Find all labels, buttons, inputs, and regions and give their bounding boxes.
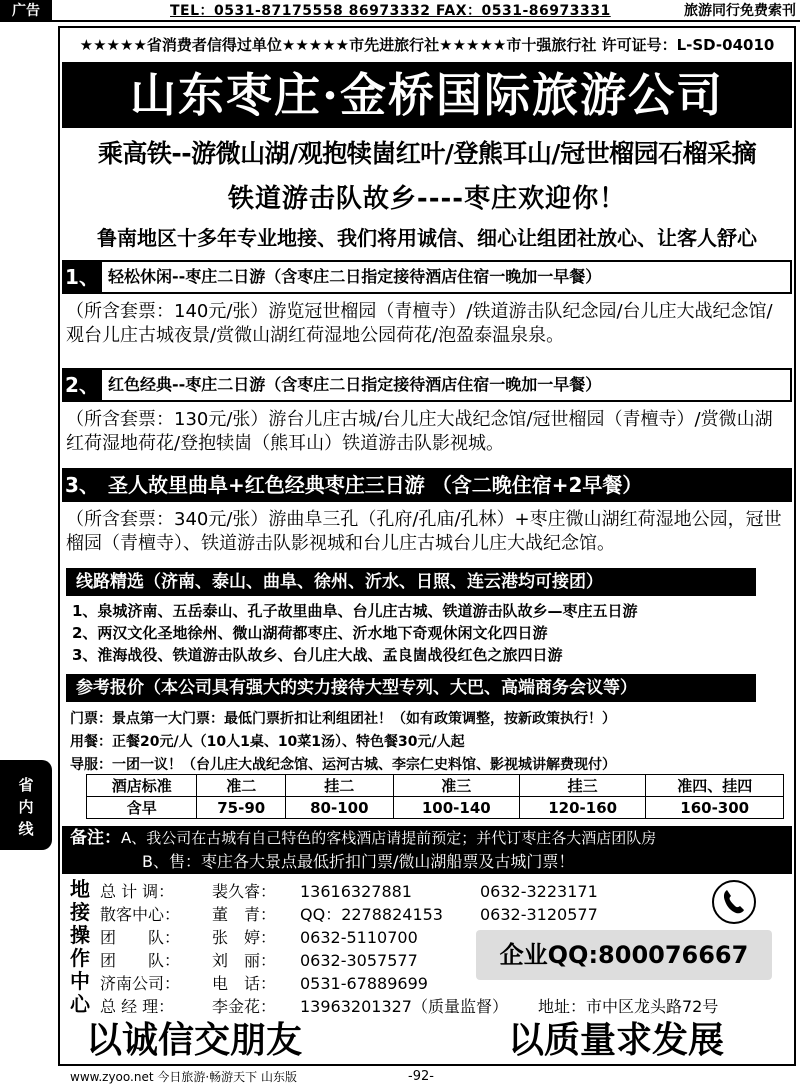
page-number: -92- <box>408 1069 434 1084</box>
route-2-desc: （所含套票：130元/张）游台儿庄古城/台儿庄大战纪念馆/冠世榴园（青檀寺）/赏微山湖红荷湿地荷花/登抱犊崮（熊耳山）铁道游击队影视城。 <box>66 409 773 454</box>
table-header: 准四、挂四 <box>646 775 784 797</box>
contact-phone: 0632-5110700 <box>300 928 418 947</box>
remark-a-text: A、我公司在古城有自己特色的客栈酒店请提前预定；并代订枣庄各大酒店团队房 <box>121 829 657 847</box>
contact-name: 裴久睿： <box>212 882 277 901</box>
vertical-char: 中 <box>70 969 90 993</box>
selected-routes-title: 线路精选（济南、泰山、曲阜、徐州、沂水、日照、连云港均可接团） <box>66 568 756 596</box>
contact-role: 团 队： <box>100 951 181 970</box>
cert-line: ★★★★★省消费者信得过单位★★★★★市先进旅行社★★★★★市十强旅行社 许可证号：L-SD-04010 <box>79 36 775 54</box>
route-3-header <box>62 468 792 502</box>
list-item: 1、泉城济南、五岳泰山、孔子故里曲阜、台儿庄古城、铁道游击队故乡—枣庄五日游 <box>72 602 638 620</box>
company-qq-badge: 企业QQ:800076667 <box>476 930 772 980</box>
side-tab-char: 省 <box>18 776 34 794</box>
table-header-row <box>87 775 784 797</box>
hotel-price-table <box>86 774 784 819</box>
contact-role: 散客中心： <box>100 905 181 924</box>
side-tab-char: 线 <box>18 820 34 838</box>
contact-phone: 13963201327（质量监督） <box>300 997 508 1016</box>
contact-name: 刘 丽： <box>212 951 277 970</box>
table-cell: 160-300 <box>646 797 784 819</box>
contact-role: 总 经 理： <box>100 997 175 1016</box>
motto-quality: 以质量求发展 <box>508 1019 725 1061</box>
table-cell: 100-140 <box>393 797 519 819</box>
route-title: 圣人故里曲阜+红色经典枣庄三日游 （含二晚住宿+2早餐） <box>102 468 792 502</box>
table-header: 酒店标准 <box>87 775 197 797</box>
route-number: 2、 <box>62 368 102 402</box>
contact-phone: 0632-3057577 <box>300 951 418 970</box>
table-header: 挂三 <box>519 775 645 797</box>
slogan-service: 鲁南地区十多年专业地接、我们将用诚信、细心让组团社放心、让客人舒心 <box>97 226 757 250</box>
route-number: 3、 <box>62 468 102 502</box>
vertical-char: 接 <box>70 900 90 924</box>
route-1-header <box>62 260 792 294</box>
footer-site: www.zyoo.net 今日旅游·畅游天下 山东版 <box>70 1070 297 1084</box>
contact-role: 团 队： <box>100 928 181 947</box>
vertical-char: 操 <box>70 923 90 947</box>
list-item: 3、淮海战役、铁道游击队故乡、台儿庄大战、孟良崮战役红色之旅四日游 <box>72 646 563 664</box>
company-title: 山东枣庄·金桥国际旅游公司 <box>62 62 792 128</box>
contact-qq: QQ：2278824153 <box>300 905 443 924</box>
contact-row <box>100 995 780 1018</box>
table-cell: 80-100 <box>286 797 394 819</box>
route-number: 1、 <box>62 260 102 294</box>
slogan-attractions: 乘高铁--游微山湖/观抱犊崮红叶/登熊耳山/冠世榴园石榴采摘 <box>97 139 757 168</box>
route-title: 红色经典--枣庄二日游（含枣庄二日指定接待酒店住宿一晚加一早餐） <box>102 368 792 402</box>
table-cell: 含早 <box>87 797 197 819</box>
pricing-notes <box>70 708 780 777</box>
note-meals: 用餐：正餐20元/人（10人1桌、10菜1汤）、特色餐30元/人起 <box>70 734 465 750</box>
selected-routes-list <box>72 600 782 666</box>
side-tab-char: 内 <box>18 798 34 816</box>
phone-icon <box>712 880 756 924</box>
contact-row <box>100 903 780 926</box>
contact-address: 地址：市中区龙头路72号 <box>538 997 719 1016</box>
remark-a <box>62 826 792 850</box>
vertical-char: 心 <box>70 992 90 1016</box>
contacts-vertical-label <box>66 878 94 1016</box>
contact-phone-2: 0632-3120577 <box>480 905 598 924</box>
contact-name: 李金花： <box>212 997 277 1016</box>
contact-row <box>100 880 780 903</box>
vertical-char: 作 <box>70 946 90 970</box>
pricing-title: 参考报价（本公司具有强大的实力接待大型专列、大巴、高端商务会议等） <box>66 674 756 702</box>
remark-label: 备注： <box>70 828 121 848</box>
motto-integrity: 以诚信交朋友 <box>86 1019 303 1061</box>
slogan-welcome: 铁道游击队故乡----枣庄欢迎你！ <box>227 184 627 214</box>
route-2-header <box>62 368 792 402</box>
note-guides: 导服：一团一议！（台儿庄大战纪念馆、运河古城、李宗仁史料馆、影视城讲解费现付） <box>70 757 616 773</box>
contact-name: 董 青： <box>212 905 277 924</box>
route-1-desc: （所含套票：140元/张）游览冠世榴园（青檀寺）/铁道游击队纪念园/台儿庄大战纪念馆/观台儿庄古城夜景/赏微山湖红荷湿地公园荷花/泡盈泰温泉泉。 <box>66 301 773 346</box>
contact-role: 总 计 调： <box>100 882 175 901</box>
note-tickets: 门票：景点第一大门票：最低门票折扣让利组团社！（如有政策调整，按新政策执行！） <box>70 711 616 727</box>
contact-name: 张 婷： <box>212 928 277 947</box>
table-cell: 75-90 <box>197 797 286 819</box>
header-contact: TEL：0531-87175558 86973332 FAX：0531-86973331 <box>170 3 611 19</box>
route-3-desc: （所含套票：340元/张）游曲阜三孔（孔府/孔庙/孔林）+枣庄微山湖红荷湿地公园，冠世榴园（青檀寺）、铁道游击队影视城和台儿庄古城台儿庄大战纪念馆。 <box>66 509 782 554</box>
table-row <box>87 797 784 819</box>
table-header: 准二 <box>197 775 286 797</box>
contact-phone-2: 0632-3223171 <box>480 882 598 901</box>
table-header: 准三 <box>393 775 519 797</box>
remark-b: B、售：枣庄各大景点最低折扣门票/微山湖船票及古城门票！ <box>62 850 792 874</box>
contact-role: 济南公司： <box>100 974 181 993</box>
ad-tag: 广告 <box>0 0 52 22</box>
table-cell: 120-160 <box>519 797 645 819</box>
list-item: 2、两汉文化圣地徐州、微山湖荷都枣庄、沂水地下奇观休闲文化四日游 <box>72 624 548 642</box>
side-tab-provincial <box>0 760 52 850</box>
table-header: 挂二 <box>286 775 394 797</box>
contact-name: 电 话： <box>212 974 277 993</box>
route-title: 轻松休闲--枣庄二日游（含枣庄二日指定接待酒店住宿一晚加一早餐） <box>102 260 792 294</box>
index-title: 旅游同行免费索刊 <box>684 3 796 19</box>
vertical-char: 地 <box>70 877 90 901</box>
contact-phone: 0531-67889699 <box>300 974 428 993</box>
contact-phone: 13616327881 <box>300 882 412 901</box>
